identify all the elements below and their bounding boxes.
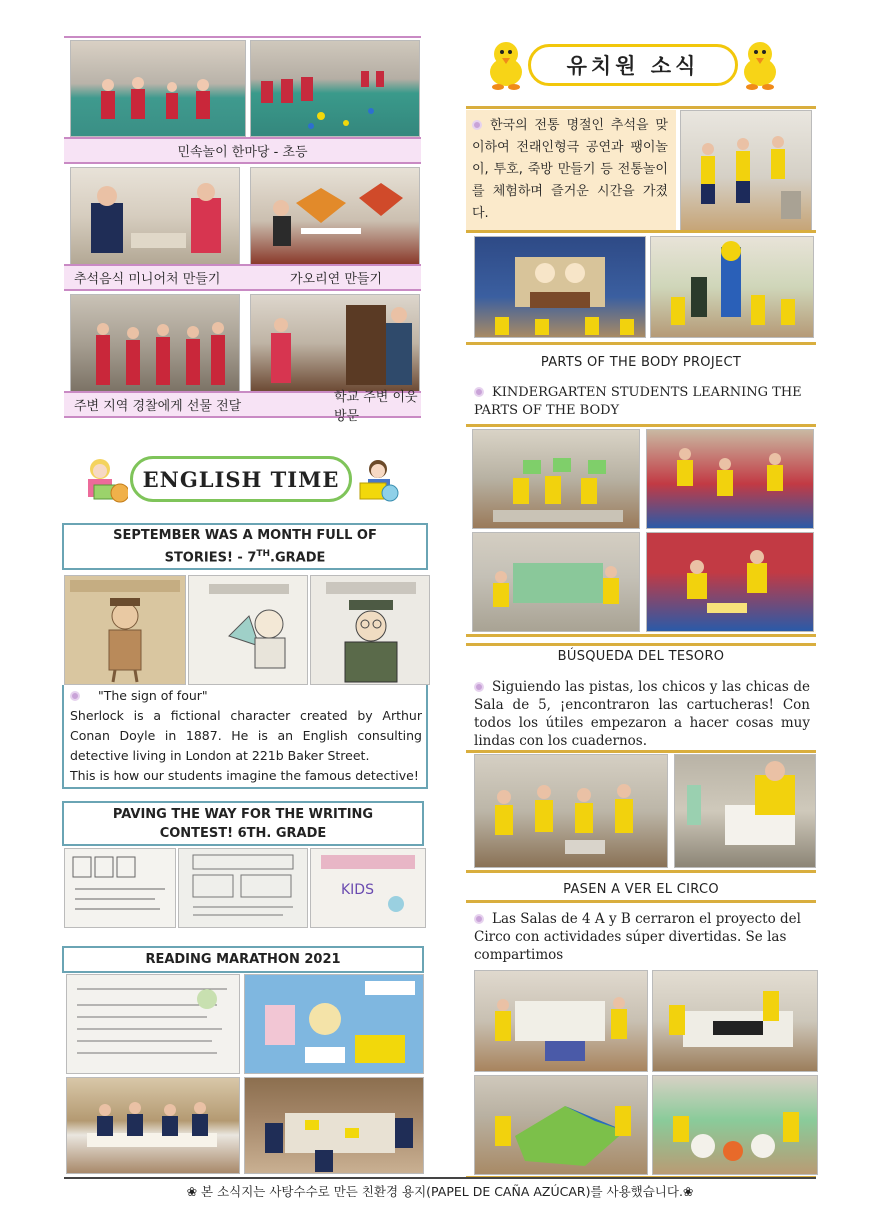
flower-bullet-icon	[472, 120, 482, 130]
writing-poster-3	[310, 848, 426, 928]
writing-heading-line1: PAVING THE WAY FOR THE WRITING	[112, 806, 374, 822]
gold-divider	[466, 900, 816, 903]
circus-photo-3	[474, 1075, 648, 1175]
circus-photo-2	[652, 970, 818, 1072]
sherlock-quote-line: "The sign of four"	[70, 686, 422, 706]
busqueda-title: BÚSQUEDA DEL TESORO	[557, 649, 725, 664]
writing-heading-line2: CONTEST! 6TH. GRADE	[159, 825, 327, 841]
svg-text:KIDS: KIDS	[341, 882, 374, 898]
english-time-title: ENGLISH TIME	[142, 466, 340, 492]
reading-boy-icon	[354, 455, 400, 505]
library-reading-photo-2	[244, 1077, 424, 1174]
miniature-food-photo	[70, 167, 240, 265]
reading-marathon-heading	[62, 946, 424, 973]
police-gift-photo	[70, 294, 240, 392]
busqueda-text: Siguiendo las pistas, los chicos y las chicas de Sala de 5, ¡encontraron las cartucheras! Con todos los útiles empezaron a hacer cosas muy lindas con los cuadernos.	[474, 679, 810, 749]
reading-marathon-title: READING MARATHON 2021	[145, 952, 341, 967]
caption-row3	[64, 389, 421, 424]
gold-divider	[466, 643, 816, 646]
caption-kite: 가오리연 만들기	[290, 272, 383, 287]
circo-text: Las Salas de 4 A y B cerraron el proyecto del Circo con actividades súper divertidas. Se las compartimos	[474, 911, 801, 963]
body-photo-2	[646, 429, 814, 529]
footer-rule	[64, 1177, 816, 1179]
fifth-grade-poster	[244, 974, 424, 1074]
puppet-show-photo	[474, 236, 646, 338]
writing-contest-heading	[62, 801, 424, 846]
circus-photo-4	[652, 1075, 818, 1175]
gold-divider	[466, 230, 816, 233]
folk-games-photo-1	[70, 40, 246, 137]
flower-bullet-icon	[474, 387, 484, 397]
right-duck-icon	[740, 38, 780, 90]
folk-games-photo-2	[250, 40, 420, 137]
english-time-banner	[130, 456, 352, 502]
top-photo-frame	[64, 36, 421, 38]
classroom-play-photo	[650, 236, 814, 338]
kinder-hallway-photo	[680, 110, 812, 232]
reading-marathon-poster	[66, 974, 240, 1074]
gold-divider	[466, 870, 816, 873]
writing-poster-1	[64, 848, 176, 928]
caption-folk-games	[64, 137, 421, 164]
gold-divider	[466, 424, 816, 427]
neighbor-visit-photo	[250, 294, 420, 392]
gold-divider	[466, 342, 816, 345]
footer-note: ❀ 본 소식지는 사탕수수로 만든 친환경 용지(PAPEL DE CAÑA AZÚCAR)를 사용했습니다.❀	[186, 1184, 694, 1199]
sherlock-body: Sherlock is a fictional character created by Arthur Conan Doyle in 1887. He is an English consulting detective living in London at 221b Baker Street.	[70, 708, 422, 763]
reading-girl-icon	[80, 455, 128, 505]
kinder-title: 유치원 소식	[566, 54, 700, 78]
circo-title: PASEN A VER EL CIRCO	[563, 882, 719, 897]
body-photo-4	[646, 532, 814, 632]
treasure-hunt-photo-2	[674, 754, 816, 868]
flower-bullet-icon	[474, 682, 484, 692]
body-project-text: KINDERGARTEN STUDENTS LEARNING THE PARTS OF THE BODY	[474, 385, 802, 418]
writing-poster-2	[178, 848, 308, 928]
gold-divider	[466, 634, 816, 637]
september-heading-line2: STORIES! - 7TH.GRADE	[164, 548, 326, 566]
sherlock-drawing-2	[188, 575, 308, 685]
gold-divider	[466, 750, 816, 753]
september-box-outline	[62, 685, 428, 789]
september-heading	[62, 523, 428, 570]
flower-bullet-icon	[474, 914, 484, 924]
body-photo-3	[472, 532, 640, 632]
gold-divider	[466, 106, 816, 109]
sherlock-closing: This is how our students imagine the famous detective!	[70, 768, 419, 783]
caption-police: 주변 지역 경찰에게 선물 전달	[74, 399, 242, 414]
treasure-hunt-photo-1	[474, 754, 668, 868]
body-project-title: PARTS OF THE BODY PROJECT	[540, 355, 742, 370]
left-duck-icon	[486, 38, 526, 90]
kinder-title-banner	[528, 44, 738, 86]
sherlock-drawing-1	[64, 575, 186, 685]
caption-miniature: 추석음식 미니어처 만들기	[74, 272, 221, 287]
kite-making-photo	[250, 167, 420, 265]
chuseok-text: 한국의 전통 명절인 추석을 맞이하여 전래인형극 공연과 팽이놀이, 투호, 죽방 만들기 등 전통놀이를 체험하며 즐거운 시간을 가졌다.	[472, 118, 668, 221]
sherlock-drawing-3	[310, 575, 430, 685]
caption-neighbor: 학교 주변 이웃 방문	[334, 389, 418, 424]
caption-text: 민속놀이 한마당 - 초등	[177, 145, 308, 160]
september-heading-line1: SEPTEMBER WAS A MONTH FULL OF	[113, 527, 377, 543]
circus-photo-1	[474, 970, 648, 1072]
caption-row2	[64, 264, 421, 291]
body-photo-1	[472, 429, 640, 529]
library-reading-photo-1	[66, 1077, 240, 1174]
